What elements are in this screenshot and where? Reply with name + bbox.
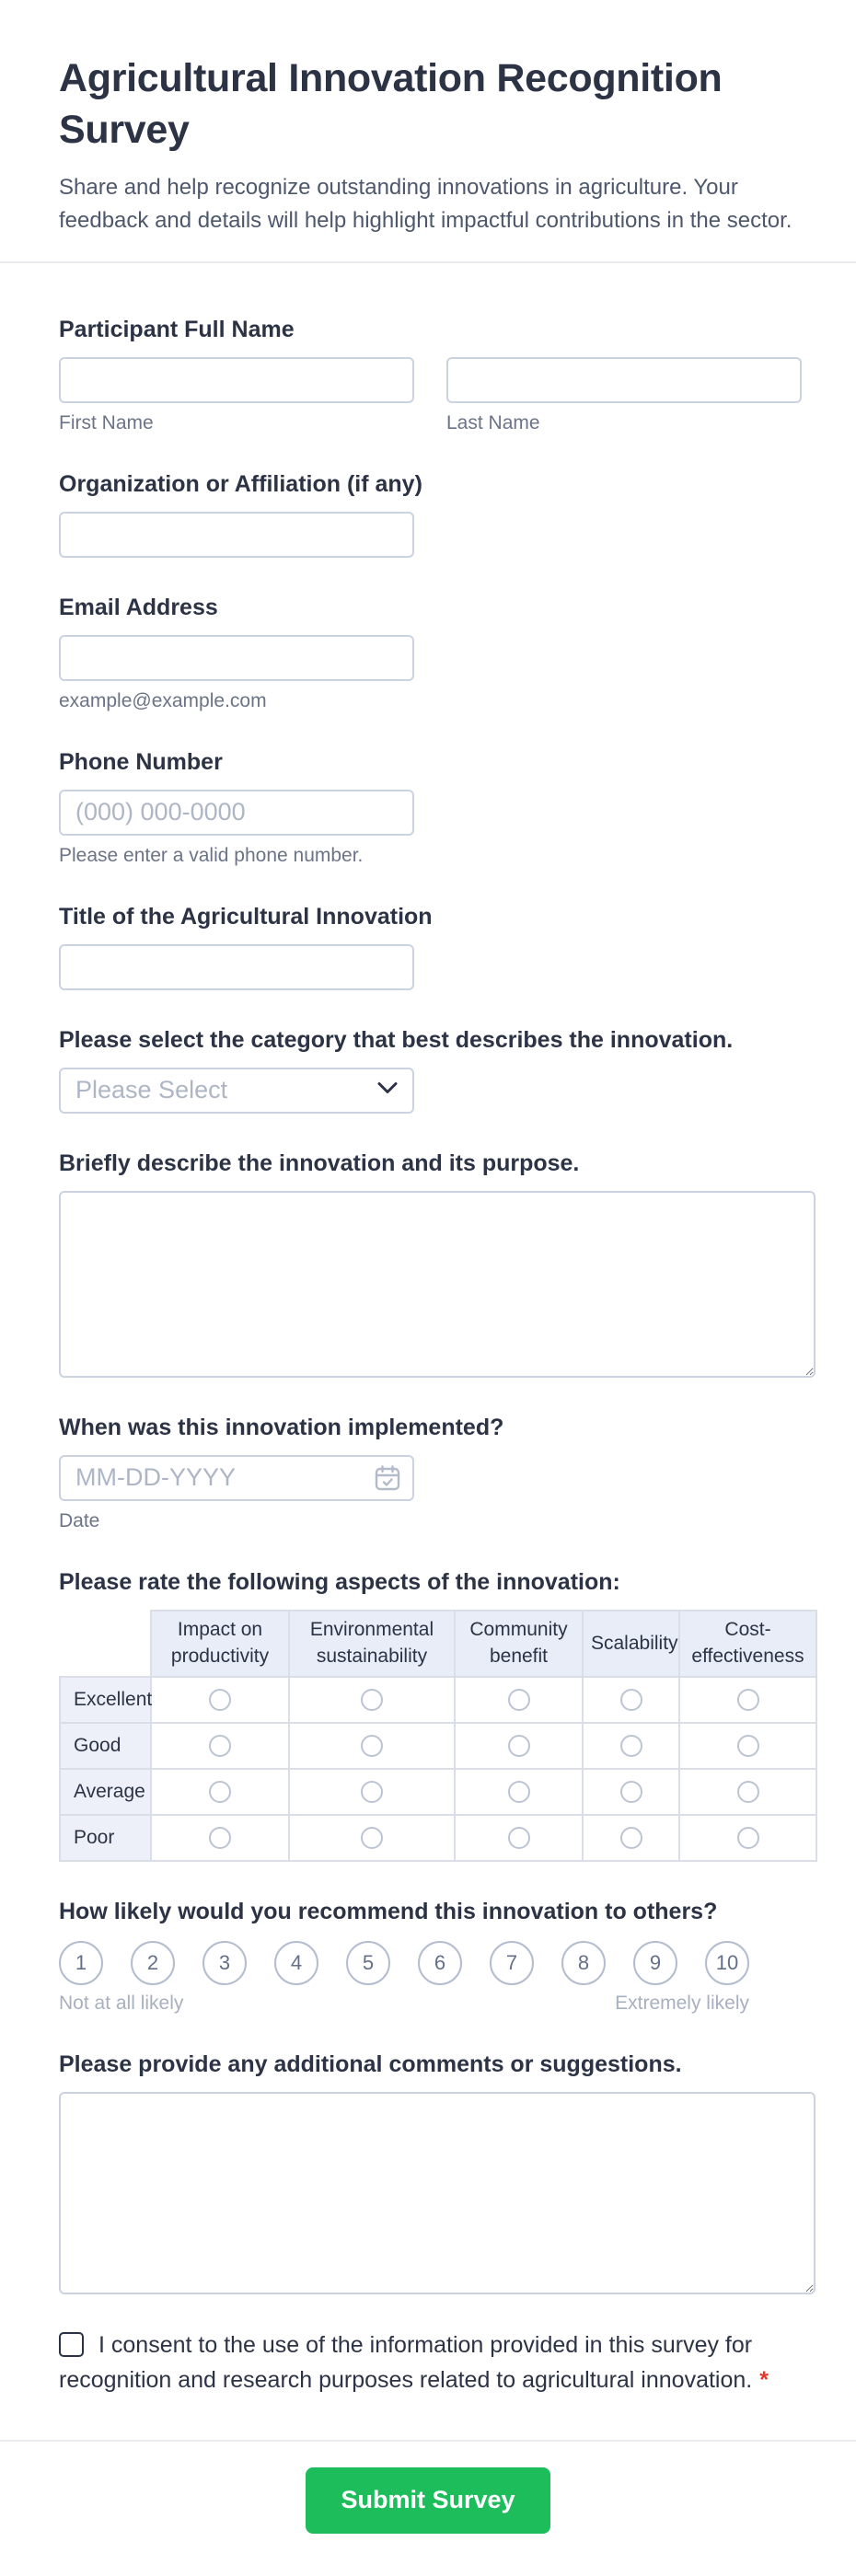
question-label: Please rate the following aspects of the innovation:: [59, 1568, 620, 1595]
matrix-radio[interactable]: [508, 1735, 530, 1757]
required-asterisk: *: [759, 2366, 769, 2393]
matrix-row-label: Poor: [60, 1815, 151, 1861]
question-category: [59, 1023, 816, 1114]
matrix-radio[interactable]: [361, 1781, 383, 1803]
question-label: Phone Number: [59, 748, 223, 775]
matrix-corner-cell: [60, 1611, 151, 1677]
scale-option-5[interactable]: 5: [346, 1941, 390, 1985]
matrix-row-label: Excellent: [60, 1677, 151, 1723]
page-subtitle: Share and help recognize outstanding innovations in agriculture. Your feedback and details will help highlight impactful contributions in the sector.: [59, 174, 792, 233]
question-matrix: [59, 1565, 816, 1862]
question-description: [59, 1147, 816, 1378]
matrix-radio[interactable]: [620, 1827, 642, 1849]
matrix-row-label: Average: [60, 1769, 151, 1815]
question-label: When was this innovation implemented?: [59, 1414, 504, 1440]
scale-left-label: Not at all likely: [59, 1992, 184, 2014]
scale-right-label: Extremely likely: [615, 1992, 749, 2014]
first-name-input[interactable]: [59, 357, 414, 403]
question-full-name: [59, 313, 816, 434]
scale-option-4[interactable]: 4: [274, 1941, 318, 1985]
scale-option-8[interactable]: 8: [561, 1941, 606, 1985]
organization-input[interactable]: [59, 512, 414, 558]
date-input[interactable]: [59, 1455, 414, 1501]
question-organization: [59, 468, 816, 558]
matrix-radio[interactable]: [620, 1781, 642, 1803]
matrix-column-header: Scalability: [583, 1611, 679, 1677]
question-label: Participant Full Name: [59, 316, 295, 342]
description-textarea[interactable]: [59, 1191, 816, 1378]
question-date: [59, 1411, 816, 1532]
matrix-radio[interactable]: [737, 1827, 759, 1849]
question-consent: [59, 2328, 816, 2397]
question-label: How likely would you recommend this innovation to others?: [59, 1898, 718, 1924]
scale-option-10[interactable]: 10: [705, 1941, 749, 1985]
question-label: Email Address: [59, 594, 218, 620]
email-helper: example@example.com: [59, 689, 267, 711]
phone-input[interactable]: [59, 790, 414, 836]
matrix-radio[interactable]: [361, 1689, 383, 1711]
matrix-column-header: Community benefit: [455, 1611, 583, 1677]
matrix-row-poor: [60, 1815, 816, 1861]
scale-option-3[interactable]: 3: [202, 1941, 247, 1985]
form-footer: [0, 2442, 856, 2576]
scale-option-6[interactable]: 6: [418, 1941, 462, 1985]
matrix-column-header: Environmental sustainability: [289, 1611, 455, 1677]
page-title: Agricultural Innovation Recognition Survey: [59, 56, 723, 152]
calendar-icon[interactable]: [374, 1464, 401, 1492]
scale-row: [59, 1941, 816, 1985]
rating-matrix: [59, 1610, 817, 1862]
question-label: Please select the category that best describes the innovation.: [59, 1026, 734, 1053]
matrix-radio[interactable]: [209, 1827, 231, 1849]
matrix-radio[interactable]: [508, 1689, 530, 1711]
matrix-row-good: [60, 1723, 816, 1769]
consent-checkbox[interactable]: [59, 2332, 84, 2357]
phone-helper: Please enter a valid phone number.: [59, 844, 364, 866]
scale-option-2[interactable]: 2: [131, 1941, 175, 1985]
category-select[interactable]: [59, 1068, 414, 1114]
question-scale: [59, 1895, 816, 2015]
email-field[interactable]: [59, 635, 414, 681]
innovation-title-input[interactable]: [59, 944, 414, 990]
matrix-radio[interactable]: [361, 1735, 383, 1757]
matrix-radio[interactable]: [209, 1689, 231, 1711]
scale-option-9[interactable]: 9: [633, 1941, 677, 1985]
matrix-radio[interactable]: [508, 1781, 530, 1803]
question-label: Organization or Affiliation (if any): [59, 470, 422, 497]
category-select-value: Please Select: [75, 1076, 228, 1104]
matrix-radio[interactable]: [508, 1827, 530, 1849]
comments-textarea[interactable]: [59, 2092, 816, 2294]
matrix-radio[interactable]: [620, 1735, 642, 1757]
matrix-row-excellent: [60, 1677, 816, 1723]
first-name-sublabel: First Name: [59, 411, 154, 433]
matrix-column-header: Cost-effectiveness: [679, 1611, 816, 1677]
question-comments: [59, 2048, 816, 2294]
matrix-radio[interactable]: [737, 1781, 759, 1803]
chevron-down-icon: [377, 1081, 398, 1099]
matrix-radio[interactable]: [737, 1689, 759, 1711]
last-name-input[interactable]: [446, 357, 802, 403]
question-phone: [59, 745, 816, 867]
matrix-radio[interactable]: [737, 1735, 759, 1757]
question-label: Title of the Agricultural Innovation: [59, 903, 433, 930]
survey-form: [0, 263, 856, 2397]
question-label: Briefly describe the innovation and its purpose.: [59, 1149, 580, 1176]
matrix-column-header: Impact on productivity: [151, 1611, 289, 1677]
matrix-radio[interactable]: [620, 1689, 642, 1711]
consent-label: I consent to the use of the information provided in this survey for recognition and research purposes related to agricultural innovation.: [59, 2331, 753, 2393]
matrix-radio[interactable]: [209, 1735, 231, 1757]
matrix-row-average: [60, 1769, 816, 1815]
question-innovation-title: [59, 900, 816, 990]
scale-option-7[interactable]: 7: [490, 1941, 534, 1985]
matrix-radio[interactable]: [361, 1827, 383, 1849]
scale-option-1[interactable]: 1: [59, 1941, 103, 1985]
submit-survey-button[interactable]: Submit Survey: [306, 2467, 549, 2534]
last-name-sublabel: Last Name: [446, 411, 540, 433]
matrix-row-label: Good: [60, 1723, 151, 1769]
matrix-radio[interactable]: [209, 1781, 231, 1803]
question-label: Please provide any additional comments or suggestions.: [59, 2050, 682, 2077]
date-helper: Date: [59, 1509, 100, 1531]
question-email: [59, 591, 816, 712]
form-header: [0, 0, 856, 261]
